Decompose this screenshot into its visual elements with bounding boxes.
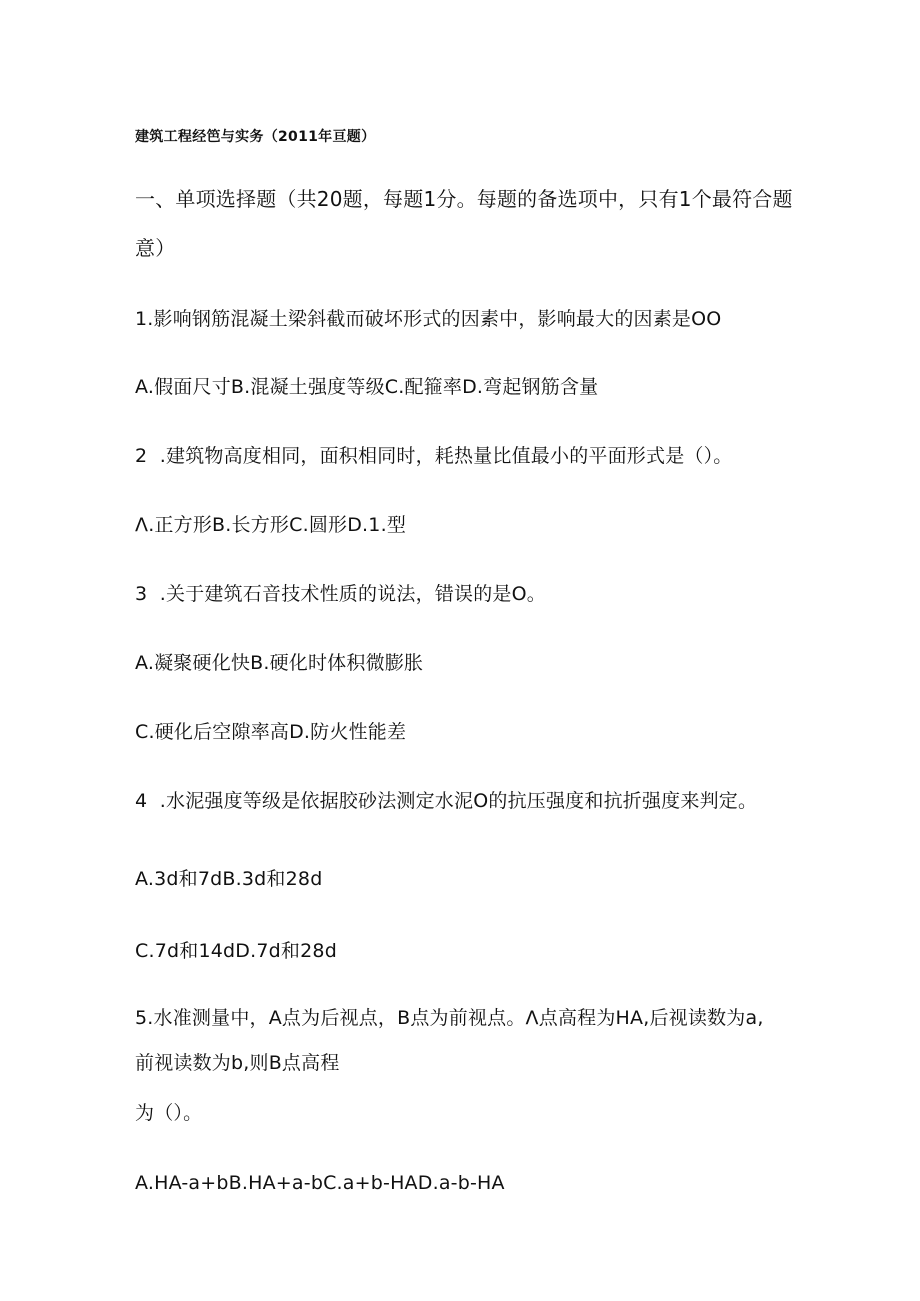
question-3-options-line-2: C.硬化后空隙率高D.防火性能差 xyxy=(135,721,407,743)
question-3-stem: 3 .关于建筑石音技术性质的说法，错误的是O。 xyxy=(135,583,546,605)
question-2-options: Λ.正方形B.长方形C.圆形D.1.型 xyxy=(135,514,407,536)
question-2-stem: 2 .建筑物高度相同，面积相同时，耗热量比值最小的平面形式是（）。 xyxy=(135,445,733,467)
question-4-options-line-1: A.3d和7dB.3d和28d xyxy=(135,868,323,890)
section-heading-line-1: 一、单项选择题（共20题，每题1分。每题的备选项中，只有1个最符合题 xyxy=(135,187,793,211)
question-4-options-line-2: C.7d和14dD.7d和28d xyxy=(135,940,337,962)
question-5-stem-line-3: 为（）。 xyxy=(135,1102,203,1124)
document-title: 建筑工程经笆与实务（2011年亘题） xyxy=(135,129,376,145)
question-5-stem-line-2: 前视读数为b,则B点高程 xyxy=(135,1052,340,1074)
question-1-options: A.假面尺寸B.混凝土强度等级C.配箍率D.弯起钢筋含量 xyxy=(135,376,599,398)
section-heading-line-2: 意） xyxy=(135,236,176,260)
question-4-stem: 4 .水泥强度等级是依据胶砂法测定水泥O的抗压强度和抗折强度来判定。 xyxy=(135,790,758,812)
question-5-stem-line-1: 5.水准测量中，A点为后视点，B点为前视点。Λ点高程为HA,后视读数为a, xyxy=(135,1007,764,1029)
question-1-stem: 1.影响钢筋混凝土梁斜截而破坏形式的因素中，影响最大的因素是OO xyxy=(135,308,722,330)
question-5-options: A.HA-a+bB.HA+a-bC.a+b-HAD.a-b-HA xyxy=(135,1172,505,1194)
question-3-options-line-1: A.凝聚硬化快B.硬化时体积微膨胀 xyxy=(135,652,424,674)
